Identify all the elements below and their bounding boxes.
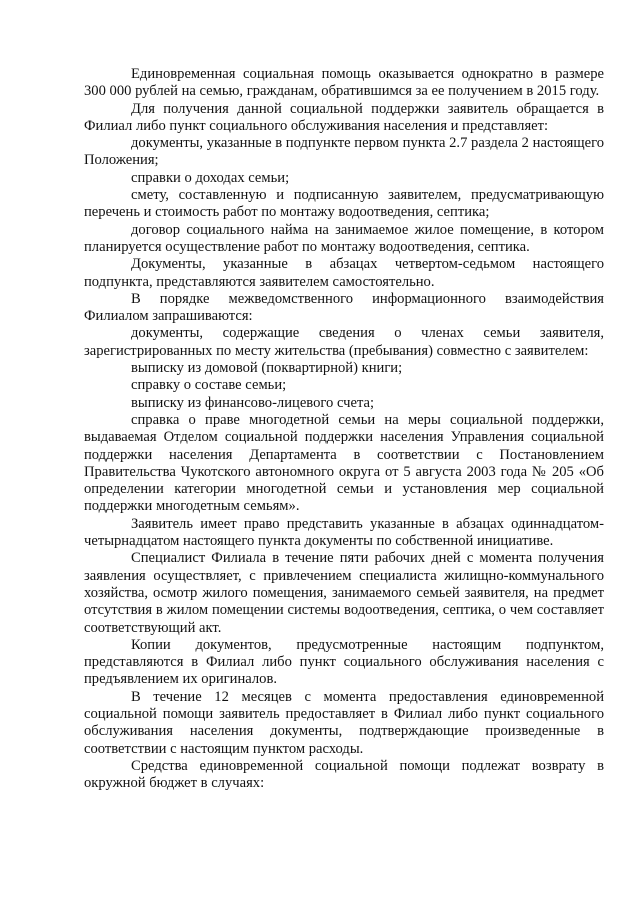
paragraph-application-procedure: Для получения данной социальной поддержки заявитель обращается в Филиал либо пункт социального обслуживания населения и представляет: <box>84 100 604 134</box>
document-page <box>84 66 604 792</box>
paragraph-interagency-request: В порядке межведомственного информационного взаимодействия Филиалом запрашиваются: <box>84 290 604 325</box>
paragraph-house-book-extract: выписку из домовой (поквартирной) книги; <box>131 360 403 377</box>
paragraph-documents-item-2-7: документы, указанные в подпункте первом пункта 2.7 раздела 2 настоящего Положения; <box>84 135 604 169</box>
paragraph-cost-estimate: смету, составленную и подписанную заявителем, предусматривающую перечень и стоимость работ по монтажу водоотведения, септика; <box>84 187 604 221</box>
paragraph-expense-confirmation: В течение 12 месяцев с момента предоставления единовременной социальной помощи заявитель предоставляет в Филиал либо пункт социального обслуживания населения документы, подтверждающие произведенные в соответствии с настоящим пунктом расходы. <box>84 688 604 757</box>
paragraph-document-copies: Копии документов, предусмотренные настоящим подпунктом, представляются в Филиал либо пункт социального обслуживания населения с предъявлением их оригиналов. <box>84 636 604 688</box>
paragraph-account-extract: выписку из финансово-лицевого счета; <box>131 394 375 411</box>
paragraph-refund-cases: Средства единовременной социальной помощи подлежат возврату в окружной бюджет в случаях: <box>84 757 604 792</box>
paragraph-family-members-documents: документы, содержащие сведения о членах семьи заявителя, зарегистрированных по месту жительства (пребывания) совместно с заявителем: <box>84 325 604 359</box>
paragraph-income-certificates: справки о доходах семьи; <box>131 169 290 186</box>
paragraph-social-lease-contract: договор социального найма на занимаемое жилое помещение, в котором планируется осуществление работ по монтажу водоотведения, септика. <box>84 221 604 255</box>
paragraph-own-initiative: Заявитель имеет право представить указанные в абзацах одиннадцатом-четырнадцатом настоящего пункта документы по собственной инициативе. <box>84 515 604 550</box>
paragraph-self-submitted-documents: Документы, указанные в абзацах четвертом-седьмом настоящего подпункта, представляются заявителем самостоятельно. <box>84 256 604 290</box>
paragraph-large-family-certificate: справка о праве многодетной семьи на меры социальной поддержки, выдаваемая Отделом социальной поддержки населения Управления социальной поддержки населения Департамента в соответствии с Постановлением Правительства Чукотского автономного округа от 5 августа 2003 года № 205 «Об определении категории многодетной семьи и установления мер социальной поддержки многодетным семьям». <box>84 411 604 515</box>
paragraph-family-composition: справку о составе семьи; <box>131 377 287 394</box>
paragraph-one-time-aid-amount: Единовременная социальная помощь оказывается однократно в размере 300 000 рублей на семью, гражданам, обратившимся за ее получением в 2015 году. <box>84 66 604 100</box>
paragraph-inspection: Специалист Филиала в течение пяти рабочих дней с момента получения заявления осуществляет, с привлечением специалиста жилищно-коммунального хозяйства, осмотр жилого помещения, занимаемого семьей заявителя, на предмет отсутствия в жилом помещении системы водоотведения, септика, о чем составляет соответствующий акт. <box>84 550 604 636</box>
